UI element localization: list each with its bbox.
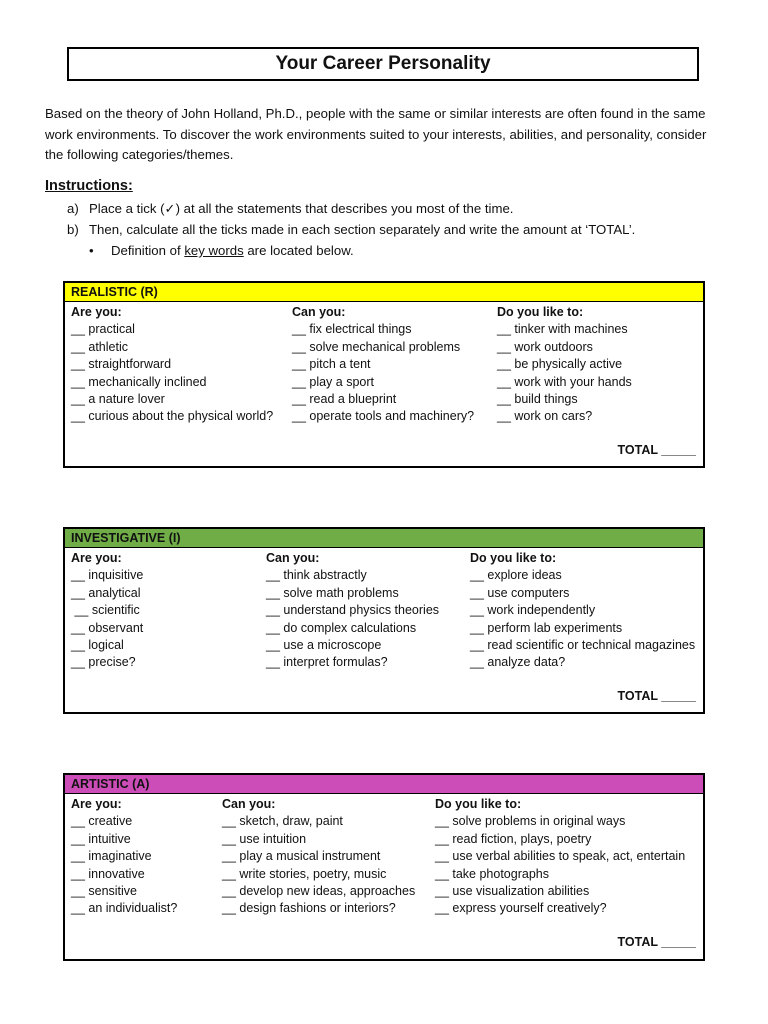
section-investigative xyxy=(63,527,705,714)
column-do-you-like-to xyxy=(435,796,685,918)
checklist-item[interactable]: __ take photographs xyxy=(435,866,549,881)
page-divider xyxy=(63,959,215,961)
checklist-item[interactable]: __ read a blueprint xyxy=(292,392,397,407)
column-heading: Are you: xyxy=(71,797,122,811)
instruction-bullet xyxy=(89,241,354,261)
column-can-you xyxy=(266,550,439,672)
checklist-item[interactable]: __ straightforward xyxy=(71,357,172,372)
checklist-item[interactable]: __ innovative xyxy=(71,866,145,881)
checklist-item[interactable]: __ use verbal abilities to speak, act, entertain xyxy=(435,849,686,864)
checklist-item[interactable]: __ express yourself creatively? xyxy=(435,901,607,916)
column-are-you xyxy=(71,796,177,918)
checklist-item[interactable]: __ read scientific or technical magazines xyxy=(470,638,696,653)
checklist-item[interactable]: __ practical xyxy=(71,322,135,337)
checklist-item[interactable]: __ solve math problems xyxy=(266,585,399,600)
instruction-a-marker: a) xyxy=(67,201,79,216)
checklist-item[interactable]: __ interpret formulas? xyxy=(266,655,388,670)
tick-icon: ✓ xyxy=(164,201,176,216)
section-realistic xyxy=(63,281,705,468)
checklist-item[interactable]: __ precise? xyxy=(71,655,136,670)
checklist-item[interactable]: __ write stories, poetry, music xyxy=(222,866,387,881)
checklist-item[interactable]: __ mechanically inclined xyxy=(71,374,207,389)
checklist-item[interactable]: __ solve mechanical problems xyxy=(292,339,461,354)
checklist-item[interactable]: __ athletic xyxy=(71,339,128,354)
checklist-item[interactable]: __ do complex calculations xyxy=(266,620,417,635)
instruction-b-marker: b) xyxy=(67,222,79,237)
column-can-you xyxy=(222,796,415,918)
checklist-item[interactable]: __ intuitive xyxy=(71,831,131,846)
column-do-you-like-to xyxy=(497,304,632,426)
checklist-item[interactable]: __ observant xyxy=(71,620,144,635)
checklist-item[interactable]: __ explore ideas xyxy=(470,568,562,583)
section-artistic xyxy=(63,773,705,961)
checklist-item[interactable]: __ develop new ideas, approaches xyxy=(222,884,416,899)
section-artistic-header: ARTISTIC (A) xyxy=(65,775,703,794)
intro-paragraph: Based on the theory of John Holland, Ph.D., people with the same or similar interests are often found in the same work environments. To discover the work environments suited to your interests, abilities, and personality, consider the following categories/themes. xyxy=(45,106,707,162)
instruction-b-text: Then, calculate all the ticks made in each section separately and write the amount at ‘TOTAL’. xyxy=(89,222,636,237)
bullet-text-before: Definition of xyxy=(111,243,185,258)
checklist-item[interactable]: __ use visualization abilities xyxy=(435,884,590,899)
key-words-link[interactable]: key words xyxy=(184,243,244,258)
column-heading: Are you: xyxy=(71,305,122,319)
instruction-a xyxy=(67,199,513,219)
checklist-item[interactable]: __ use a microscope xyxy=(266,638,382,653)
checklist-item[interactable]: __ use intuition xyxy=(222,831,307,846)
checklist-item[interactable]: __ curious about the physical world? xyxy=(71,409,274,424)
column-are-you xyxy=(71,550,143,672)
checklist-item[interactable]: __ sketch, draw, paint xyxy=(222,814,343,829)
total-field[interactable]: TOTAL _____ xyxy=(617,443,696,457)
checklist-item[interactable]: __ an individualist? xyxy=(71,901,178,916)
total-field[interactable]: TOTAL _____ xyxy=(617,689,696,703)
instruction-a-text-before: Place a tick ( xyxy=(89,201,165,216)
checklist-item[interactable]: __ pitch a tent xyxy=(292,357,371,372)
checklist-item[interactable]: __ think abstractly xyxy=(266,568,367,583)
checklist-item[interactable]: __ logical xyxy=(71,638,124,653)
column-are-you xyxy=(71,304,273,426)
checklist-item[interactable]: __ analyze data? xyxy=(470,655,566,670)
column-can-you xyxy=(292,304,474,426)
checklist-item[interactable]: __ work with your hands xyxy=(497,374,632,389)
checklist-item[interactable]: __ fix electrical things xyxy=(292,322,412,337)
checklist-item[interactable]: __ build things xyxy=(497,392,578,407)
column-heading: Can you: xyxy=(292,305,346,319)
checklist-item[interactable]: __ a nature lover xyxy=(71,392,165,407)
checklist-item[interactable]: __ creative xyxy=(71,814,133,829)
bullet-text-after: are located below. xyxy=(243,243,354,258)
checklist-item[interactable]: __ tinker with machines xyxy=(497,322,628,337)
checklist-item[interactable]: __ solve problems in original ways xyxy=(435,814,626,829)
bullet-icon: • xyxy=(89,243,94,258)
checklist-item[interactable]: __ play a sport xyxy=(292,374,374,389)
checklist-item[interactable]: __ sensitive xyxy=(71,884,138,899)
column-heading: Do you like to: xyxy=(470,551,557,565)
checklist-item[interactable]: __ read fiction, plays, poetry xyxy=(435,831,592,846)
checklist-item[interactable]: __ design fashions or interiors? xyxy=(222,901,396,916)
section-investigative-header: INVESTIGATIVE (I) xyxy=(65,529,703,548)
column-heading: Do you like to: xyxy=(497,305,584,319)
page-title: Your Career Personality xyxy=(67,47,699,81)
column-heading: Do you like to: xyxy=(435,797,522,811)
column-do-you-like-to xyxy=(470,550,695,672)
checklist-item[interactable]: __ work independently xyxy=(470,603,596,618)
checklist-item[interactable]: __ work outdoors xyxy=(497,339,593,354)
checklist-item[interactable]: __ scientific xyxy=(71,603,140,618)
instructions-heading: Instructions: xyxy=(45,178,133,194)
checklist-item[interactable]: __ play a musical instrument xyxy=(222,849,381,864)
column-heading: Can you: xyxy=(266,551,320,565)
checklist-item[interactable]: __ work on cars? xyxy=(497,409,593,424)
checklist-item[interactable]: __ analytical xyxy=(71,585,141,600)
instruction-b xyxy=(67,220,635,240)
section-realistic-header: REALISTIC (R) xyxy=(65,283,703,302)
instruction-a-text-after: ) at all the statements that describes you most of the time. xyxy=(175,201,514,216)
column-heading: Can you: xyxy=(222,797,276,811)
checklist-item[interactable]: __ inquisitive xyxy=(71,568,144,583)
checklist-item[interactable]: __ be physically active xyxy=(497,357,623,372)
checklist-item[interactable]: __ operate tools and machinery? xyxy=(292,409,475,424)
checklist-item[interactable]: __ use computers xyxy=(470,585,570,600)
checklist-item[interactable]: __ understand physics theories xyxy=(266,603,440,618)
checklist-item[interactable]: __ imaginative xyxy=(71,849,152,864)
column-heading: Are you: xyxy=(71,551,122,565)
checklist-item[interactable]: __ perform lab experiments xyxy=(470,620,623,635)
total-field[interactable]: TOTAL _____ xyxy=(617,935,696,949)
